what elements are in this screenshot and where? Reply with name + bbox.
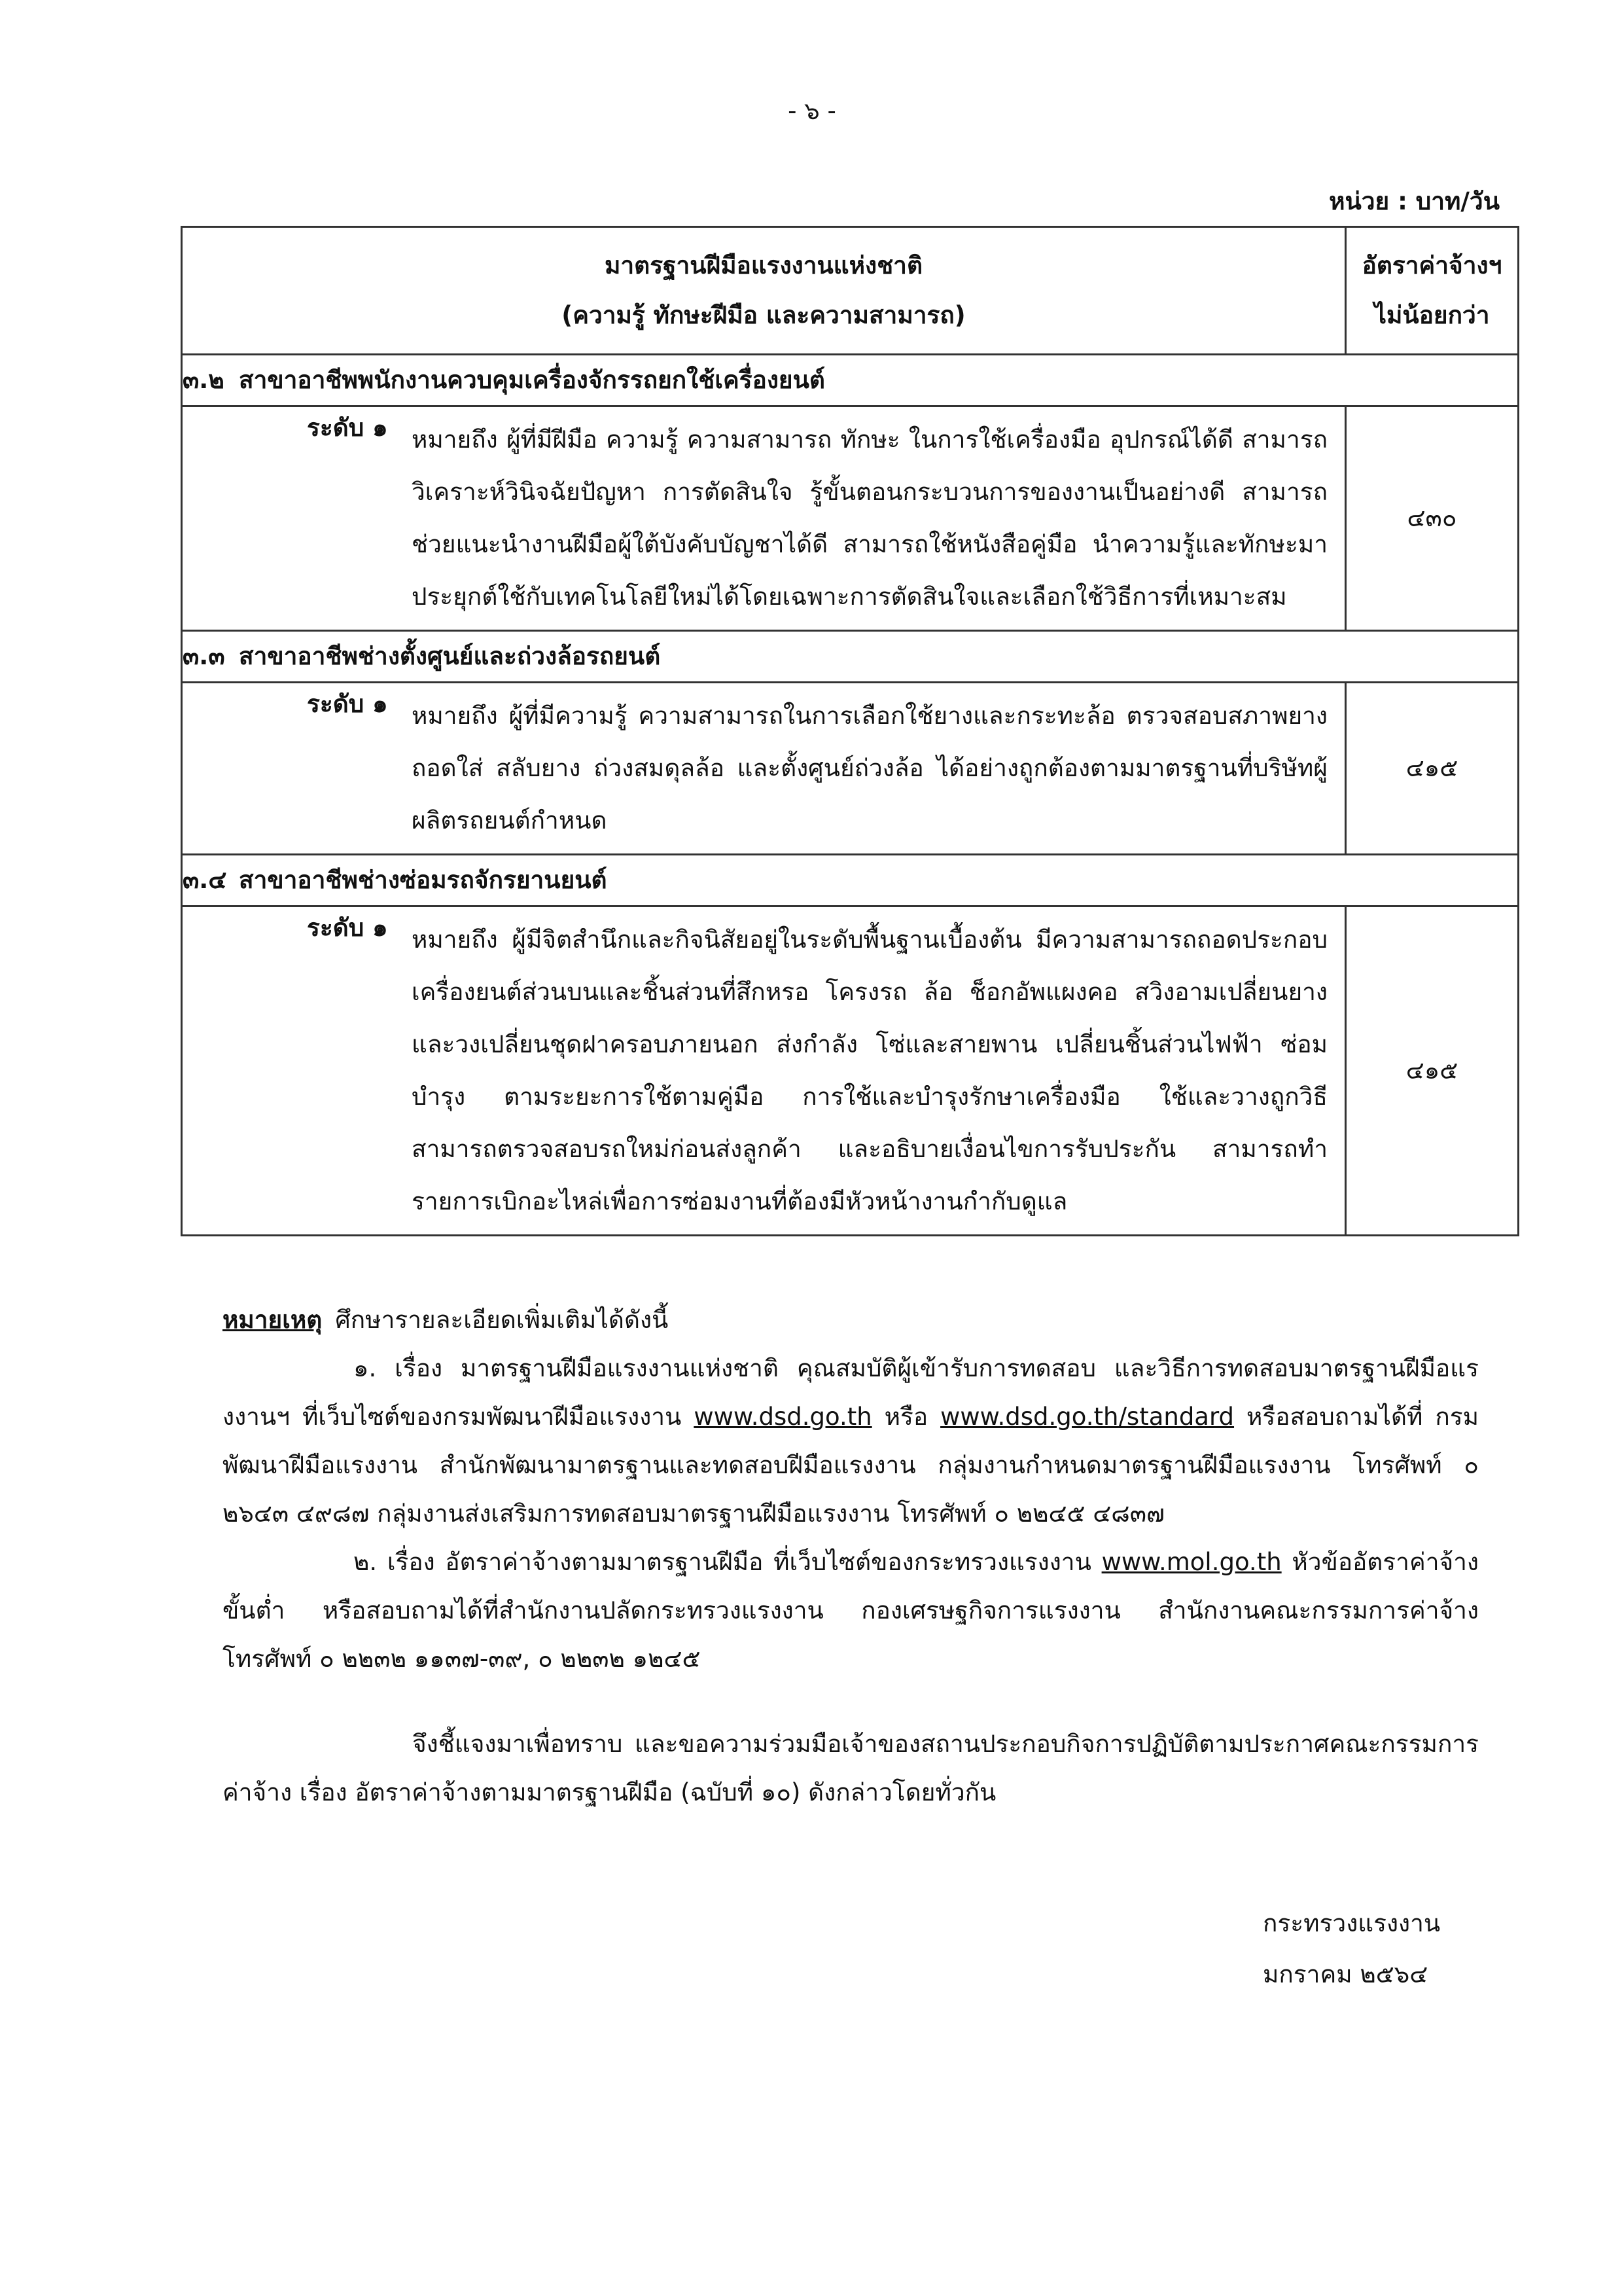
notes-intro: ศึกษารายละเอียดเพิ่มเติมได้ดังนี้ [335, 1306, 669, 1334]
level-description: หมายถึง ผู้ที่มีความรู้ ความสามารถในการเลือกใช้ยางและกระทะล้อ ตรวจสอบสภาพยาง ถอดใส่ สลับยาง ถ่วงสมดุลล้อ และตั้งศูนย์ถ่วงล้อ ได้อย่างถูกต้องตามมาตรฐานที่บริษัทผู้ผลิตรถยนต์กำหนด [412, 702, 1328, 834]
header-rate-line1: อัตราค่าจ้างฯ [1362, 251, 1502, 279]
section-number: ๓.๓ [183, 641, 225, 670]
level-description: หมายถึง ผู้มีจิตสำนึกและกิจนิสัยอยู่ในระดับพื้นฐานเบื้องต้น มีความสามารถถอดประกอบเครื่องยนต์ส่วนบนและชิ้นส่วนที่สึกหรอ โครงรถ ล้อ ช็อกอัพแผงคอ สวิงอามเปลี่ยนยาง และวงเปลี่ยนชุดฝาครอบภายนอก ส่งกำลัง โซ่และสายพาน เปลี่ยนชิ้นส่วนไฟฟ้า ซ่อมบำรุง ตามระยะการใช้ตามคู่มือ การใช้และบำรุงรักษาเครื่องมือ ใช้และวางถูกวิธี สามารถตรวจสอบรถใหม่ก่อนส่งลูกค้า และอธิบายเงื่อนไขการรับประกัน สามารถทำรายการเบิกอะไหล่เพื่อการซ่อมงานที่ต้องมีหัวหน้างานกำกับดูแล [412, 925, 1328, 1215]
header-desc-line1: มาตรฐานฝีมือแรงงานแห่งชาติ [605, 251, 923, 279]
header-rate-cell [1346, 227, 1519, 355]
level-label: ระดับ ๑ [307, 914, 388, 942]
section-title: สาขาอาชีพช่างตั้งศูนย์และถ่วงล้อรถยนต์ [239, 641, 661, 670]
section-title-cell [182, 855, 1519, 906]
section-title: สาขาอาชีพช่างซ่อมรถจักรยานยนต์ [239, 865, 607, 894]
wage-standard-table [181, 226, 1519, 1236]
section-title-cell [182, 355, 1519, 406]
notes-section [222, 1296, 1479, 1817]
section-number: ๓.๔ [183, 865, 227, 894]
note-item-1-text-c: หรือสอบถามได้ที่ กรมพัฒนาฝีมือแรงงาน สำนักพัฒนามาตรฐานและทดสอบฝีมือแรงงาน กลุ่มงานกำหนดมาตรฐานฝีมือแรงงาน โทรศัพท์ ๐ ๒๖๔๓ ๔๙๘๗ กลุ่มงานส่งเสริมการทดสอบมาตรฐานฝีมือแรงงาน โทรศัพท์ ๐ ๒๒๔๕ ๔๘๓๗ [222, 1403, 1479, 1528]
level-label: ระดับ ๑ [307, 414, 388, 442]
header-desc-line2: (ความรู้ ทักษะฝีมือ และความสามารถ) [561, 301, 966, 329]
level-label: ระดับ ๑ [307, 690, 388, 718]
notes-heading [222, 1296, 1479, 1344]
header-rate-line2: ไม่น้อยกว่า [1374, 301, 1490, 329]
wage-rate: ๔๑๕ [1346, 683, 1519, 855]
header-description-cell [182, 227, 1346, 355]
level-description-cell [182, 906, 1346, 1236]
notes-title: หมายเหตุ [222, 1306, 323, 1334]
note-item-1 [222, 1344, 1479, 1538]
signature-date: มกราคม ๒๕๖๔ [1263, 1960, 1428, 1988]
section-title-cell [182, 631, 1519, 683]
level-description-cell [182, 406, 1346, 631]
section-row [182, 355, 1519, 406]
unit-label: หน่วย : บาท/วัน [1329, 187, 1500, 215]
note-item-2 [222, 1538, 1479, 1683]
section-number: ๓.๒ [183, 365, 224, 394]
section-title: สาขาอาชีพพนักงานควบคุมเครื่องจักรรถยกใช้เครื่องยนต์ [239, 365, 825, 394]
table-header-row [182, 227, 1519, 355]
page-number: - ๖ - [788, 97, 836, 125]
section-row [182, 631, 1519, 683]
wage-rate: ๔๓๐ [1346, 406, 1519, 631]
level-row [182, 906, 1519, 1236]
level-row [182, 406, 1519, 631]
note-item-1-text-a: ๑. เรื่อง มาตรฐานฝีมือแรงงานแห่งชาติ คุณสมบัติผู้เข้ารับการทดสอบ และวิธีการทดสอบมาตรฐานฝีมือแรงงานฯ ที่เว็บไซต์ของกรมพัฒนาฝีมือแรงงาน [222, 1354, 1479, 1431]
closing-paragraph: จึงชี้แจงมาเพื่อทราบ และขอความร่วมมือเจ้าของสถานประกอบกิจการปฏิบัติตามประกาศคณะกรรมการค่าจ้าง เรื่อง อัตราค่าจ้างตามมาตรฐานฝีมือ (ฉบับที่ ๑๐) ดังกล่าวโดยทั่วกัน [222, 1730, 1479, 1806]
wage-rate: ๔๑๕ [1346, 906, 1519, 1236]
dsd-link[interactable]: www.dsd.go.th [694, 1403, 872, 1431]
mol-link[interactable]: www.mol.go.th [1101, 1548, 1282, 1576]
section-row [182, 855, 1519, 906]
level-description-cell [182, 683, 1346, 855]
level-description: หมายถึง ผู้ที่มีฝีมือ ความรู้ ความสามารถ ทักษะ ในการใช้เครื่องมือ อุปกรณ์ได้ดี สามารถวิเคราะห์วินิจฉัยปัญหา การตัดสินใจ รู้ขั้นตอนกระบวนการของงานเป็นอย่างดี สามารถช่วยแนะนำงานฝีมือผู้ใต้บังคับบัญชาได้ดี สามารถใช้หนังสือคู่มือ นำความรู้และทักษะมาประยุกต์ใช้กับเทคโนโลยีใหม่ได้โดยเฉพาะการตัดสินใจและเลือกใช้วิธีการที่เหมาะสม [412, 425, 1328, 611]
note-item-2-text-a: ๒. เรื่อง อัตราค่าจ้างตามมาตรฐานฝีมือ ที่เว็บไซต์ของกระทรวงแรงงาน [353, 1548, 1102, 1576]
dsd-standard-link[interactable]: www.dsd.go.th/standard [940, 1403, 1235, 1431]
signature-block [1263, 1898, 1440, 2000]
note-item-1-text-b: หรือ [872, 1403, 941, 1431]
note-item-2-text-b: หัวข้ออัตราค่าจ้างขั้นต่ำ หรือสอบถามได้ที่สำนักงานปลัดกระทรวงแรงงาน กองเศรษฐกิจการแรงงาน สำนักงานคณะกรรมการค่าจ้าง โทรศัพท์ ๐ ๒๒๓๒ ๑๑๓๗-๓๙, ๐ ๒๒๓๒ ๑๒๔๕ [222, 1548, 1479, 1673]
level-row [182, 683, 1519, 855]
signature-org: กระทรวงแรงงาน [1263, 1909, 1441, 1937]
